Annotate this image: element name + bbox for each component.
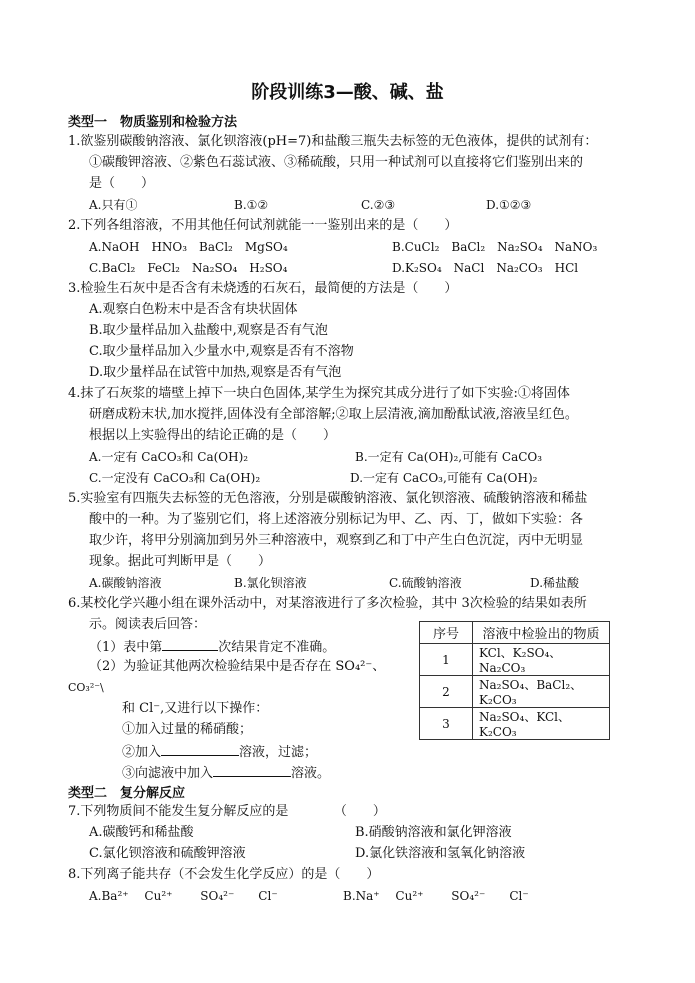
- table-row: [420, 708, 610, 740]
- q4-stem-line1: 4.抹了石灰浆的墙壁上掉下一块白色固体,某学生为探究其成分进行了如下实验:①将固体: [68, 386, 570, 401]
- q6-stem-line1: 6.某校化学兴趣小组在课外活动中，对某溶液进行了多次检验，其中 3次检验的结果如表所: [68, 596, 587, 611]
- q6-sub1-suffix: 次结果肯定不准确。: [218, 640, 336, 655]
- q6-step2-prefix: ②加入: [122, 745, 162, 760]
- q6-step2: [122, 742, 317, 762]
- answer-blank-1[interactable]: [162, 637, 218, 651]
- q6-sub1: [89, 637, 335, 657]
- q8-stem: 8.下列离子能共存（不会发生化学反应）的是（ ）: [68, 867, 380, 882]
- results-table: [419, 621, 610, 740]
- q5-option-b: B.氯化钡溶液: [234, 576, 307, 590]
- q7-option-a: A.碳酸钙和稀盐酸: [89, 825, 194, 840]
- table-cell-substances: Na₂SO₄、KCl、K₂CO₃: [473, 708, 610, 740]
- q5-option-d: D.稀盐酸: [530, 576, 580, 590]
- section-heading-2: 类型二 复分解反应: [68, 786, 186, 801]
- q8-option-b: B.Na⁺ Cu²⁺ SO₄²⁻ Cl⁻: [343, 889, 529, 903]
- q4-option-c: C.一定没有 CaCO₃和 Ca(OH)₂: [89, 471, 261, 485]
- q3-option-d: D.取少量样品在试管中加热,观察是否有气泡: [89, 365, 342, 380]
- q5-option-c: C.硫酸钠溶液: [389, 576, 462, 590]
- section-heading-1: 类型一 物质鉴别和检验方法: [68, 115, 238, 130]
- q5-stem-line2: 酸中的一种。为了鉴别它们，将上述溶液分别标记为甲、乙、丙、丁，做如下实验：各: [89, 512, 584, 527]
- q6-step3: [122, 763, 330, 783]
- q3-option-c: C.取少量样品加入少量水中,观察是否有不溶物: [89, 344, 354, 359]
- q8-option-a: A.Ba²⁺ Cu²⁺ SO₄²⁻ Cl⁻: [89, 889, 278, 903]
- q5-stem-line4: 现象。据此可判断甲是（ ）: [89, 554, 272, 569]
- q4-stem-line2: 研磨成粉末状,加水搅拌,固体没有全部溶解;②取上层清液,滴加酚酞试液,溶液呈红色。: [89, 407, 578, 422]
- q6-step3-suffix: 溶液。: [291, 766, 331, 781]
- q1-option-c: C.②③: [361, 198, 396, 212]
- q1-stem-line1: 1.欲鉴别碳酸钠溶液、氯化钡溶液(pH=7)和盐酸三瓶失去标签的无色液体，提供的试剂有：: [68, 134, 598, 149]
- q6-step1: ①加入过量的稀硝酸；: [122, 722, 253, 737]
- table-header-cell: 序号: [420, 622, 473, 644]
- table-cell-index: 1: [420, 644, 473, 676]
- q1-option-a: A.只有①: [89, 198, 138, 212]
- table-header-row: [420, 622, 610, 644]
- q2-option-d: D.K₂SO₄ NaCl Na₂CO₃ HCl: [392, 261, 579, 275]
- q2-option-c: C.BaCl₂ FeCl₂ Na₂SO₄ H₂SO₄: [89, 261, 288, 275]
- q5-stem-line3: 取少许，将甲分别滴加到另外三种溶液中，观察到乙和丁中产生白色沉淀，丙中无明显: [89, 533, 584, 548]
- table-row: [420, 644, 610, 676]
- q2-stem: 2.下列各组溶液，不用其他任何试剂就能一一鉴别出来的是（ ）: [68, 218, 458, 233]
- table-cell-substances: Na₂SO₄、BaCl₂、K₂CO₃: [473, 676, 610, 708]
- q7-option-d: D.氯化铁溶液和氢氧化钠溶液: [355, 846, 526, 861]
- q1-option-b: B.①②: [234, 198, 269, 212]
- q7-stem: 7.下列物质间不能发生复分解反应的是 （ ）: [68, 804, 386, 819]
- q2-option-a: A.NaOH HNO₃ BaCl₂ MgSO₄: [89, 240, 288, 254]
- q3-option-a: A.观察白色粉末中是否含有块状固体: [89, 302, 298, 317]
- table-row: [420, 676, 610, 708]
- q6-sub1-prefix: （1）表中第: [89, 640, 163, 655]
- q6-sub2-continued: CO₃²⁻\: [68, 681, 104, 694]
- q4-option-d: D.一定有 CaCO₃,可能有 Ca(OH)₂: [350, 471, 538, 485]
- q4-option-a: A.一定有 CaCO₃和 Ca(OH)₂: [89, 450, 249, 464]
- q6-step3-prefix: ③向滤液中加入: [122, 766, 214, 781]
- q6-sub3: 和 Cl⁻,又进行以下操作：: [122, 701, 269, 716]
- answer-blank-3[interactable]: [213, 763, 291, 777]
- q1-stem-line3: 是（ ）: [89, 176, 155, 191]
- q6-step2-suffix: 溶液，过滤；: [239, 745, 318, 760]
- table-cell-substances: KCl、K₂SO₄、Na₂CO₃: [473, 644, 610, 676]
- q5-option-a: A.碳酸钠溶液: [89, 576, 162, 590]
- q4-stem-line3: 根据以上实验得出的结论正确的是（ ）: [89, 428, 337, 443]
- page-title: 阶段训练3—酸、碱、盐: [251, 82, 444, 103]
- q3-option-b: B.取少量样品加入盐酸中,观察是否有气泡: [89, 323, 328, 338]
- q1-option-d: D.①②③: [486, 198, 532, 212]
- q7-option-c: C.氯化钡溶液和硫酸钾溶液: [89, 846, 246, 861]
- q3-stem: 3.检验生石灰中是否含有未烧透的石灰石，最简便的方法是（ ）: [68, 281, 458, 296]
- q6-sub2: （2）为验证其他两次检验结果中是否存在 SO₄²⁻、: [89, 659, 386, 674]
- q2-option-b: B.CuCl₂ BaCl₂ Na₂SO₄ NaNO₃: [392, 240, 598, 254]
- table-cell-index: 2: [420, 676, 473, 708]
- table-header-cell: 溶液中检验出的物质: [473, 622, 610, 644]
- table-cell-index: 3: [420, 708, 473, 740]
- q5-stem-line1: 5.实验室有四瓶失去标签的无色溶液，分别是碳酸钠溶液、氯化钡溶液、硫酸钠溶液和稀盐: [68, 491, 588, 506]
- q7-option-b: B.硝酸钠溶液和氯化钾溶液: [355, 825, 512, 840]
- answer-blank-2[interactable]: [161, 742, 239, 756]
- q6-stem-line2: 示。阅读表后回答：: [89, 617, 207, 632]
- q4-option-b: B.一定有 Ca(OH)₂,可能有 CaCO₃: [355, 450, 543, 464]
- q1-stem-line2: ①碳酸钾溶液、②紫色石蕊试液、③稀硫酸，只用一种试剂可以直接将它们鉴别出来的: [89, 155, 584, 170]
